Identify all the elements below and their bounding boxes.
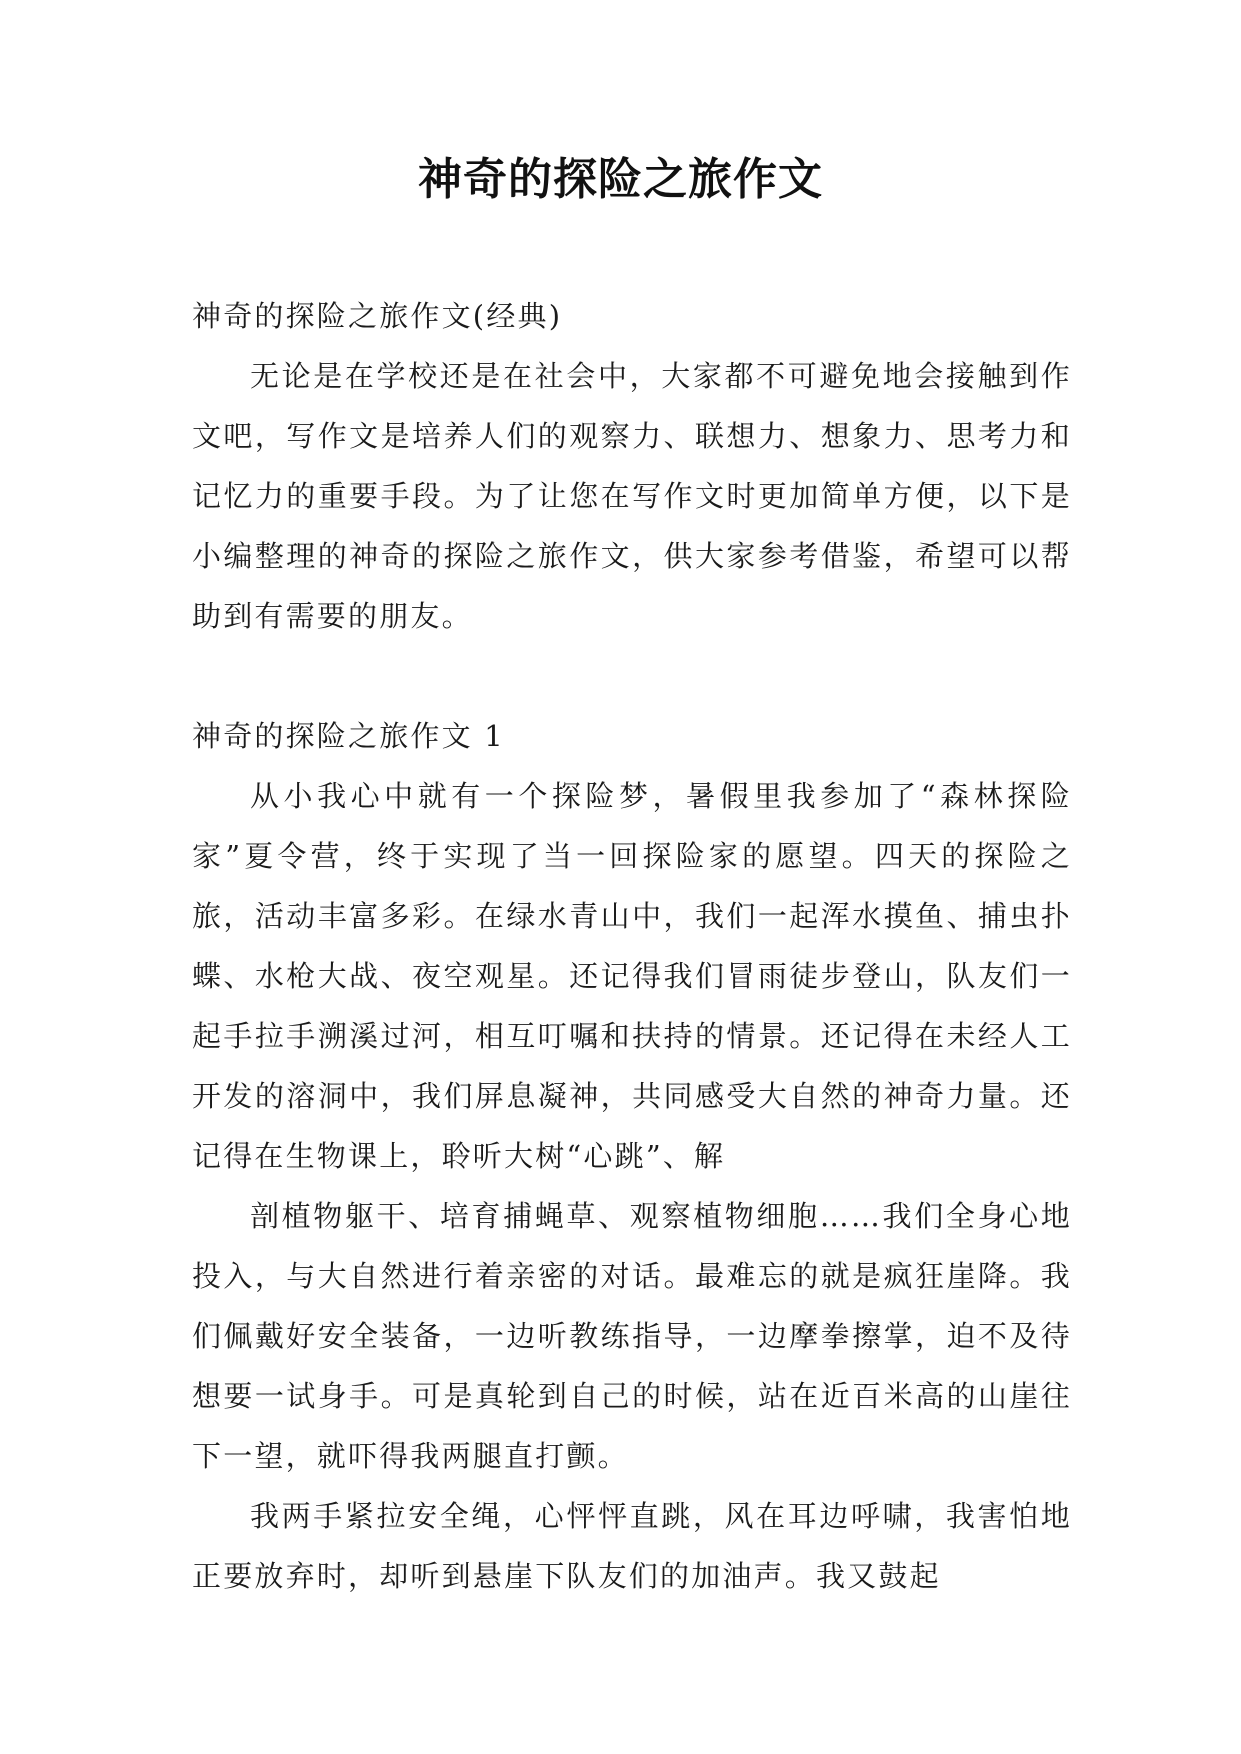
essay-paragraph-2: 剖植物躯干、培育捕蝇草、观察植物细胞……我们全身心地投入，与大自然进行着亲密的对话。最难忘的就是疯狂崖降。我们佩戴好安全装备，一边听教练指导，一边摩拳擦掌，迫不及待想要一试身手。可是真轮到自己的时候，站在近百米高的山崖往下一望，就吓得我两腿直打颤。 bbox=[192, 1199, 1072, 1473]
section-heading: 神奇的探险之旅作文 1 bbox=[192, 719, 505, 753]
document-body bbox=[192, 286, 1072, 1606]
essay-paragraph-1: 从小我心中就有一个探险梦，暑假里我参加了“森林探险家”夏令营，终于实现了当一回探险家的愿望。四天的探险之旅，活动丰富多彩。在绿水青山中，我们一起浑水摸鱼、捕虫扑蝶、水枪大战、夜空观星。还记得我们冒雨徒步登山，队友们一起手拉手溯溪过河，相互叮嘱和扶持的情景。还记得在未经人工开发的溶洞中，我们屏息凝神，共同感受大自然的神奇力量。还记得在生物课上，聆听大树“心跳”、解 bbox=[192, 779, 1072, 1173]
document-title: 神奇的探险之旅作文 bbox=[418, 154, 823, 205]
intro-paragraph: 无论是在学校还是在社会中，大家都不可避免地会接触到作文吧，写作文是培养人们的观察力、联想力、想象力、思考力和记忆力的重要手段。为了让您在写作文时更加简单方便，以下是小编整理的神奇的探险之旅作文，供大家参考借鉴，希望可以帮助到有需要的朋友。 bbox=[192, 359, 1072, 633]
section-gap bbox=[192, 646, 1072, 706]
document-subtitle: 神奇的探险之旅作文(经典) bbox=[192, 299, 563, 333]
essay-paragraph-3: 我两手紧拉安全绳，心怦怦直跳，风在耳边呼啸，我害怕地正要放弃时，却听到悬崖下队友们的加油声。我又鼓起 bbox=[192, 1499, 1072, 1593]
